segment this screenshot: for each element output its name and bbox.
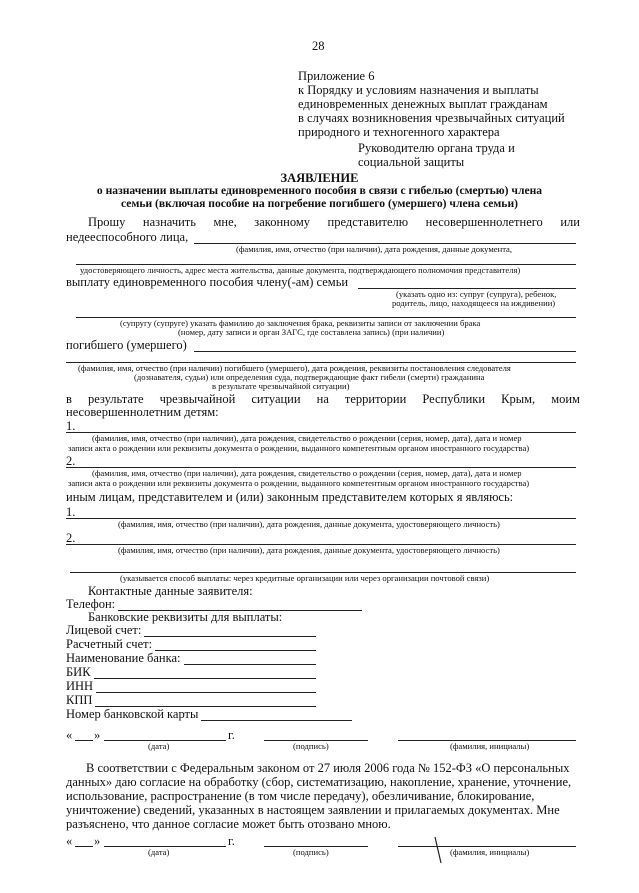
document-title: ЗАЯВЛЕНИЕ: [280, 171, 359, 185]
appendix-line: единовременных денежных выплат гражданам: [298, 97, 548, 111]
bank-field-label: Номер банковской карты: [66, 707, 199, 721]
name-label: (фамилия, инициалы): [450, 847, 530, 857]
children-word: Крым,: [501, 392, 536, 406]
others-label: иным лицам, представителем и (или) законным представителем которых я являюсь:: [66, 490, 514, 504]
day-field[interactable]: [75, 740, 93, 741]
field-hint: (дознавателя, судьи) или определения суда, подтверждающие факт гибели (смерти) гражданина: [134, 372, 485, 382]
appendix-line: природного и техногенного характера: [298, 125, 500, 139]
bank-title: Банковские реквизиты для выплаты:: [88, 610, 283, 624]
addressee-line: Руководителю органа труда и: [358, 141, 515, 155]
field-hint: (фамилия, имя, отчество (при наличии), дата рождения, данные документа,: [236, 244, 513, 254]
contacts-title: Контактные данные заявителя:: [88, 584, 253, 598]
children-word: на: [316, 392, 329, 406]
deceased-label: погибшего (умершего): [66, 338, 187, 352]
request-line: [66, 216, 580, 229]
bank-row: [66, 624, 316, 637]
date-label: (дата): [148, 847, 170, 857]
field-hint: (супругу (супруге) указать фамилию до заключения брака, реквизиты записи от заключении брака: [120, 318, 481, 328]
phone-field[interactable]: [118, 600, 362, 611]
bank-field-label: Лицевой счет:: [66, 623, 142, 637]
field-hint: родитель, лицо, находящееся на иждивении): [392, 298, 556, 308]
children-word: моим: [551, 392, 580, 406]
account-field[interactable]: [144, 626, 316, 637]
day-field[interactable]: [75, 846, 93, 847]
bik-field[interactable]: [94, 668, 316, 679]
bank-field-label: Наименование банка:: [66, 651, 181, 665]
other-number: 2.: [66, 531, 76, 545]
other-number: 1.: [66, 505, 76, 519]
bank-row: [66, 638, 316, 651]
field-hint: (фамилия, имя, отчество (при наличии) погибшего (умершего), дата рождения, реквизиты постановления следователя: [78, 363, 511, 373]
request-word: или: [560, 215, 580, 229]
children-line: [66, 393, 580, 406]
field-hint: (номер, дату записи и орган ЗАГС, где составлена запись) (при наличии): [178, 327, 445, 337]
field-hint: записи акта о рождении или реквизиты документа о рождении, выданного компетентным органом иностранного государства): [68, 443, 530, 453]
bank-row: [66, 652, 316, 665]
children-word: чрезвычайной: [159, 392, 236, 406]
children-word: результате: [87, 392, 144, 406]
children-line-2: несовершеннолетним детям:: [66, 405, 219, 419]
field-hint: (указать одно из: супруг (супруга), ребенок,: [396, 289, 557, 299]
request-line-3: выплату единовременного пособия члену(-ам) семьи: [66, 275, 349, 289]
bank-field-label: ИНН: [66, 679, 94, 693]
pen-stroke-mark: [434, 836, 448, 864]
phone-row: [66, 598, 362, 611]
field-hint: (фамилия, имя, отчество (при наличии), дата рождения, данные документа, удостоверяющего личность): [118, 519, 500, 529]
year-suffix: г.: [228, 834, 235, 848]
child-number: 2.: [66, 454, 76, 468]
bank-row: [66, 666, 316, 679]
settlement-account-field[interactable]: [155, 640, 316, 651]
deceased-field[interactable]: [194, 351, 576, 352]
field-hint: записи акта о рождении или реквизиты документа о рождении, выданного компетентным органом иностранного государства): [68, 478, 530, 488]
field-hint: (фамилия, имя, отчество (при наличии), дата рождения, свидетельство о рождении (серия, номер, дата), дата и номер: [92, 468, 522, 478]
quote-open: «: [66, 834, 73, 848]
field-hint: в результате чрезвычайной ситуации): [212, 381, 350, 391]
field-hint: (фамилия, имя, отчество (при наличии), дата рождения, данные документа, удостоверяющего личность): [118, 545, 500, 555]
quote-close: »: [94, 728, 101, 742]
addressee-line: социальной защиты: [358, 155, 465, 169]
bank-row: [66, 680, 316, 693]
appendix-line: к Порядку и условиям назначения и выплаты: [298, 83, 539, 97]
field-hint: (указывается способ выплаты: через кредитные организации или через организации почтовой связи): [120, 573, 490, 583]
document-subtitle: о назначении выплаты единовременного пособия в связи с гибелью (смертью) члена: [96, 184, 543, 197]
request-word: законному: [254, 215, 311, 229]
request-word: мне,: [213, 215, 237, 229]
bank-row: [66, 708, 352, 721]
quote-close: »: [94, 834, 101, 848]
children-word: в: [66, 392, 72, 406]
consent-line: разъяснено, что данное согласие может быть отозвано мною.: [66, 817, 391, 831]
children-word: территории: [344, 392, 407, 406]
appendix-line: Приложение 6: [298, 69, 375, 83]
children-word: ситуации: [251, 392, 301, 406]
bank-name-field[interactable]: [184, 654, 316, 665]
child-number: 1.: [66, 419, 76, 433]
field-hint: удостоверяющего личность, адрес места жительства, данные документа, подтверждающего полномочия представителя): [80, 265, 521, 275]
consent-line: использование, распространение (в том числе передачу), обезличивание, блокирование,: [66, 789, 535, 803]
name-label: (фамилия, инициалы): [450, 741, 530, 751]
request-word: представителю: [327, 215, 409, 229]
inn-field[interactable]: [96, 682, 316, 693]
sign-label: (подпись): [293, 741, 329, 751]
consent-line: уничтожение) сведений, указанных в настоящем заявлении и прилагаемых документах. Мне: [66, 803, 560, 817]
bank-field-label: Расчетный счет:: [66, 637, 153, 651]
consent-line: данных» даю согласие на обработку (сбор, систематизацию, накопление, хранение, уточнение,: [66, 775, 572, 789]
kpp-field[interactable]: [95, 696, 316, 707]
quote-open: «: [66, 728, 73, 742]
bank-field-label: КПП: [66, 693, 93, 707]
children-word: Республики: [422, 392, 486, 406]
year-suffix: г.: [228, 728, 235, 742]
request-word: назначить: [142, 215, 196, 229]
sign-label: (подпись): [293, 847, 329, 857]
consent-line: В соответствии с Федеральным законом от 27 июля 2006 года № 152-ФЗ «О персональных: [86, 761, 570, 775]
card-number-field[interactable]: [201, 710, 352, 721]
bank-row: [66, 694, 316, 707]
request-word: Прошу: [88, 215, 126, 229]
request-line-2: недееспособного лица,: [66, 230, 189, 244]
page-number: 28: [312, 39, 325, 53]
phone-label: Телефон:: [66, 597, 116, 611]
request-word: несовершеннолетнего: [425, 215, 543, 229]
field-hint: (фамилия, имя, отчество (при наличии), дата рождения, свидетельство о рождении (серия, номер, дата), дата и номер: [92, 433, 522, 443]
document-subtitle: семьи (включая пособие на погребение погибшего (умершего) члена семьи): [121, 197, 518, 210]
bank-field-label: БИК: [66, 665, 91, 679]
date-label: (дата): [148, 741, 170, 751]
appendix-line: в случаях возникновения чрезвычайных ситуаций: [298, 111, 565, 125]
